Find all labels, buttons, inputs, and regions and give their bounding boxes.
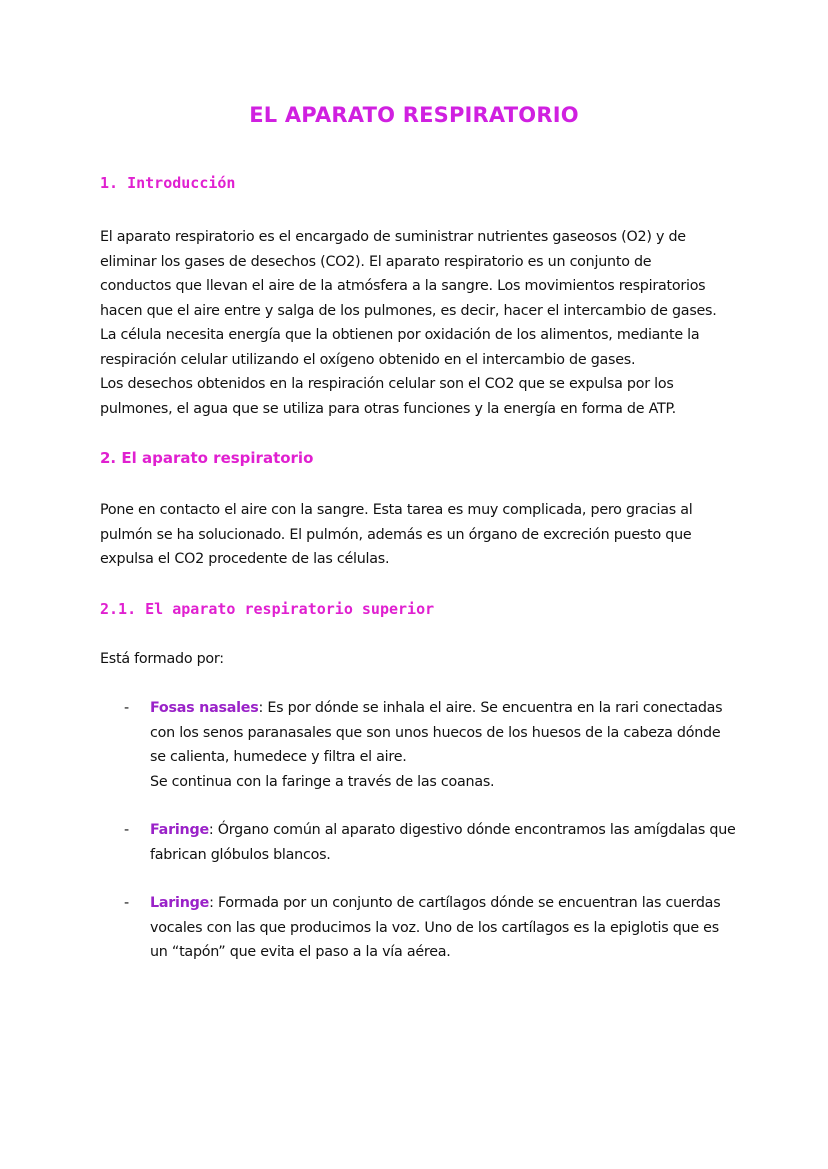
- text-line: eliminar los gases de desechos (CO2). El aparato respiratorio es un conjunto de: [100, 253, 652, 270]
- text-line: con los senos paranasales que son unos huecos de los huesos de la cabeza dónde: [150, 724, 721, 741]
- section-heading-aparato-respiratorio: 2. El aparato respiratorio: [100, 449, 314, 467]
- bullet-dash: -: [124, 895, 129, 911]
- text-segment: : Órgano común al aparato digestivo dónde encontramos las amígdalas que: [208, 822, 736, 838]
- section-heading-introduccion: 1. Introducción: [100, 174, 236, 192]
- bullet-dash: -: [124, 700, 129, 716]
- text-line: pulmones, el agua que se utiliza para otras funciones y la energía en forma de ATP.: [100, 400, 676, 417]
- text-line: Los desechos obtenidos en la respiración celular son el CO2 que se expulsa por los: [100, 376, 674, 392]
- text-line: vocales con las que producimos la voz. Uno de los cartílagos es la epiglotis que es: [150, 919, 719, 936]
- text-line: Se continua con la faringe a través de las coanas.: [150, 773, 495, 790]
- term-laringe: Laringe: [150, 895, 210, 911]
- text-line: se calienta, humedece y filtra el aire.: [150, 749, 407, 765]
- text-line: conductos que llevan el aire de la atmósfera a la sangre. Los movimientos respiratorios: [100, 278, 706, 294]
- text-line: La célula necesita energía que la obtienen por oxidación de los alimentos, mediante la: [100, 327, 700, 343]
- text-line: un “tapón” que evita el paso a la vía aérea.: [150, 944, 451, 960]
- text-line: El aparato respiratorio es el encargado de suministrar nutrientes gaseosos (O2) y de: [100, 229, 686, 245]
- bullet-dash: -: [124, 822, 129, 838]
- text-segment: : Formada por un conjunto de cartílagos dónde se encuentran las cuerdas: [209, 895, 721, 911]
- text-line: Pone en contacto el aire con la sangre. Esta tarea es muy complicada, pero gracias al: [100, 502, 693, 518]
- paragraph-aparato-respiratorio: [100, 498, 740, 572]
- paragraph-esta-formado: [100, 647, 740, 672]
- text-line: pulmón se ha solucionado. El pulmón, además es un órgano de excreción puesto que: [100, 526, 692, 543]
- text-line: hacen que el aire entre y salga de los pulmones, es decir, hacer el intercambio de gases.: [100, 302, 717, 319]
- text-segment: : Es por dónde se inhala el aire. Se encuentra en la rari conectadas: [258, 700, 723, 716]
- term-fosas-nasales: Fosas nasales: [150, 700, 259, 716]
- paragraph-introduccion: [100, 225, 740, 421]
- document-title: EL APARATO RESPIRATORIO: [249, 103, 579, 127]
- section-heading-aparato-superior: 2.1. El aparato respiratorio superior: [100, 600, 435, 618]
- text-line: respiración celular utilizando el oxígeno obtenido en el intercambio de gases.: [100, 351, 636, 368]
- text-line: Está formado por:: [100, 651, 224, 667]
- text-line: expulsa el CO2 procedente de las células.: [100, 551, 390, 567]
- text-line: fabrican glóbulos blancos.: [150, 846, 331, 863]
- term-faringe: Faringe: [150, 822, 209, 838]
